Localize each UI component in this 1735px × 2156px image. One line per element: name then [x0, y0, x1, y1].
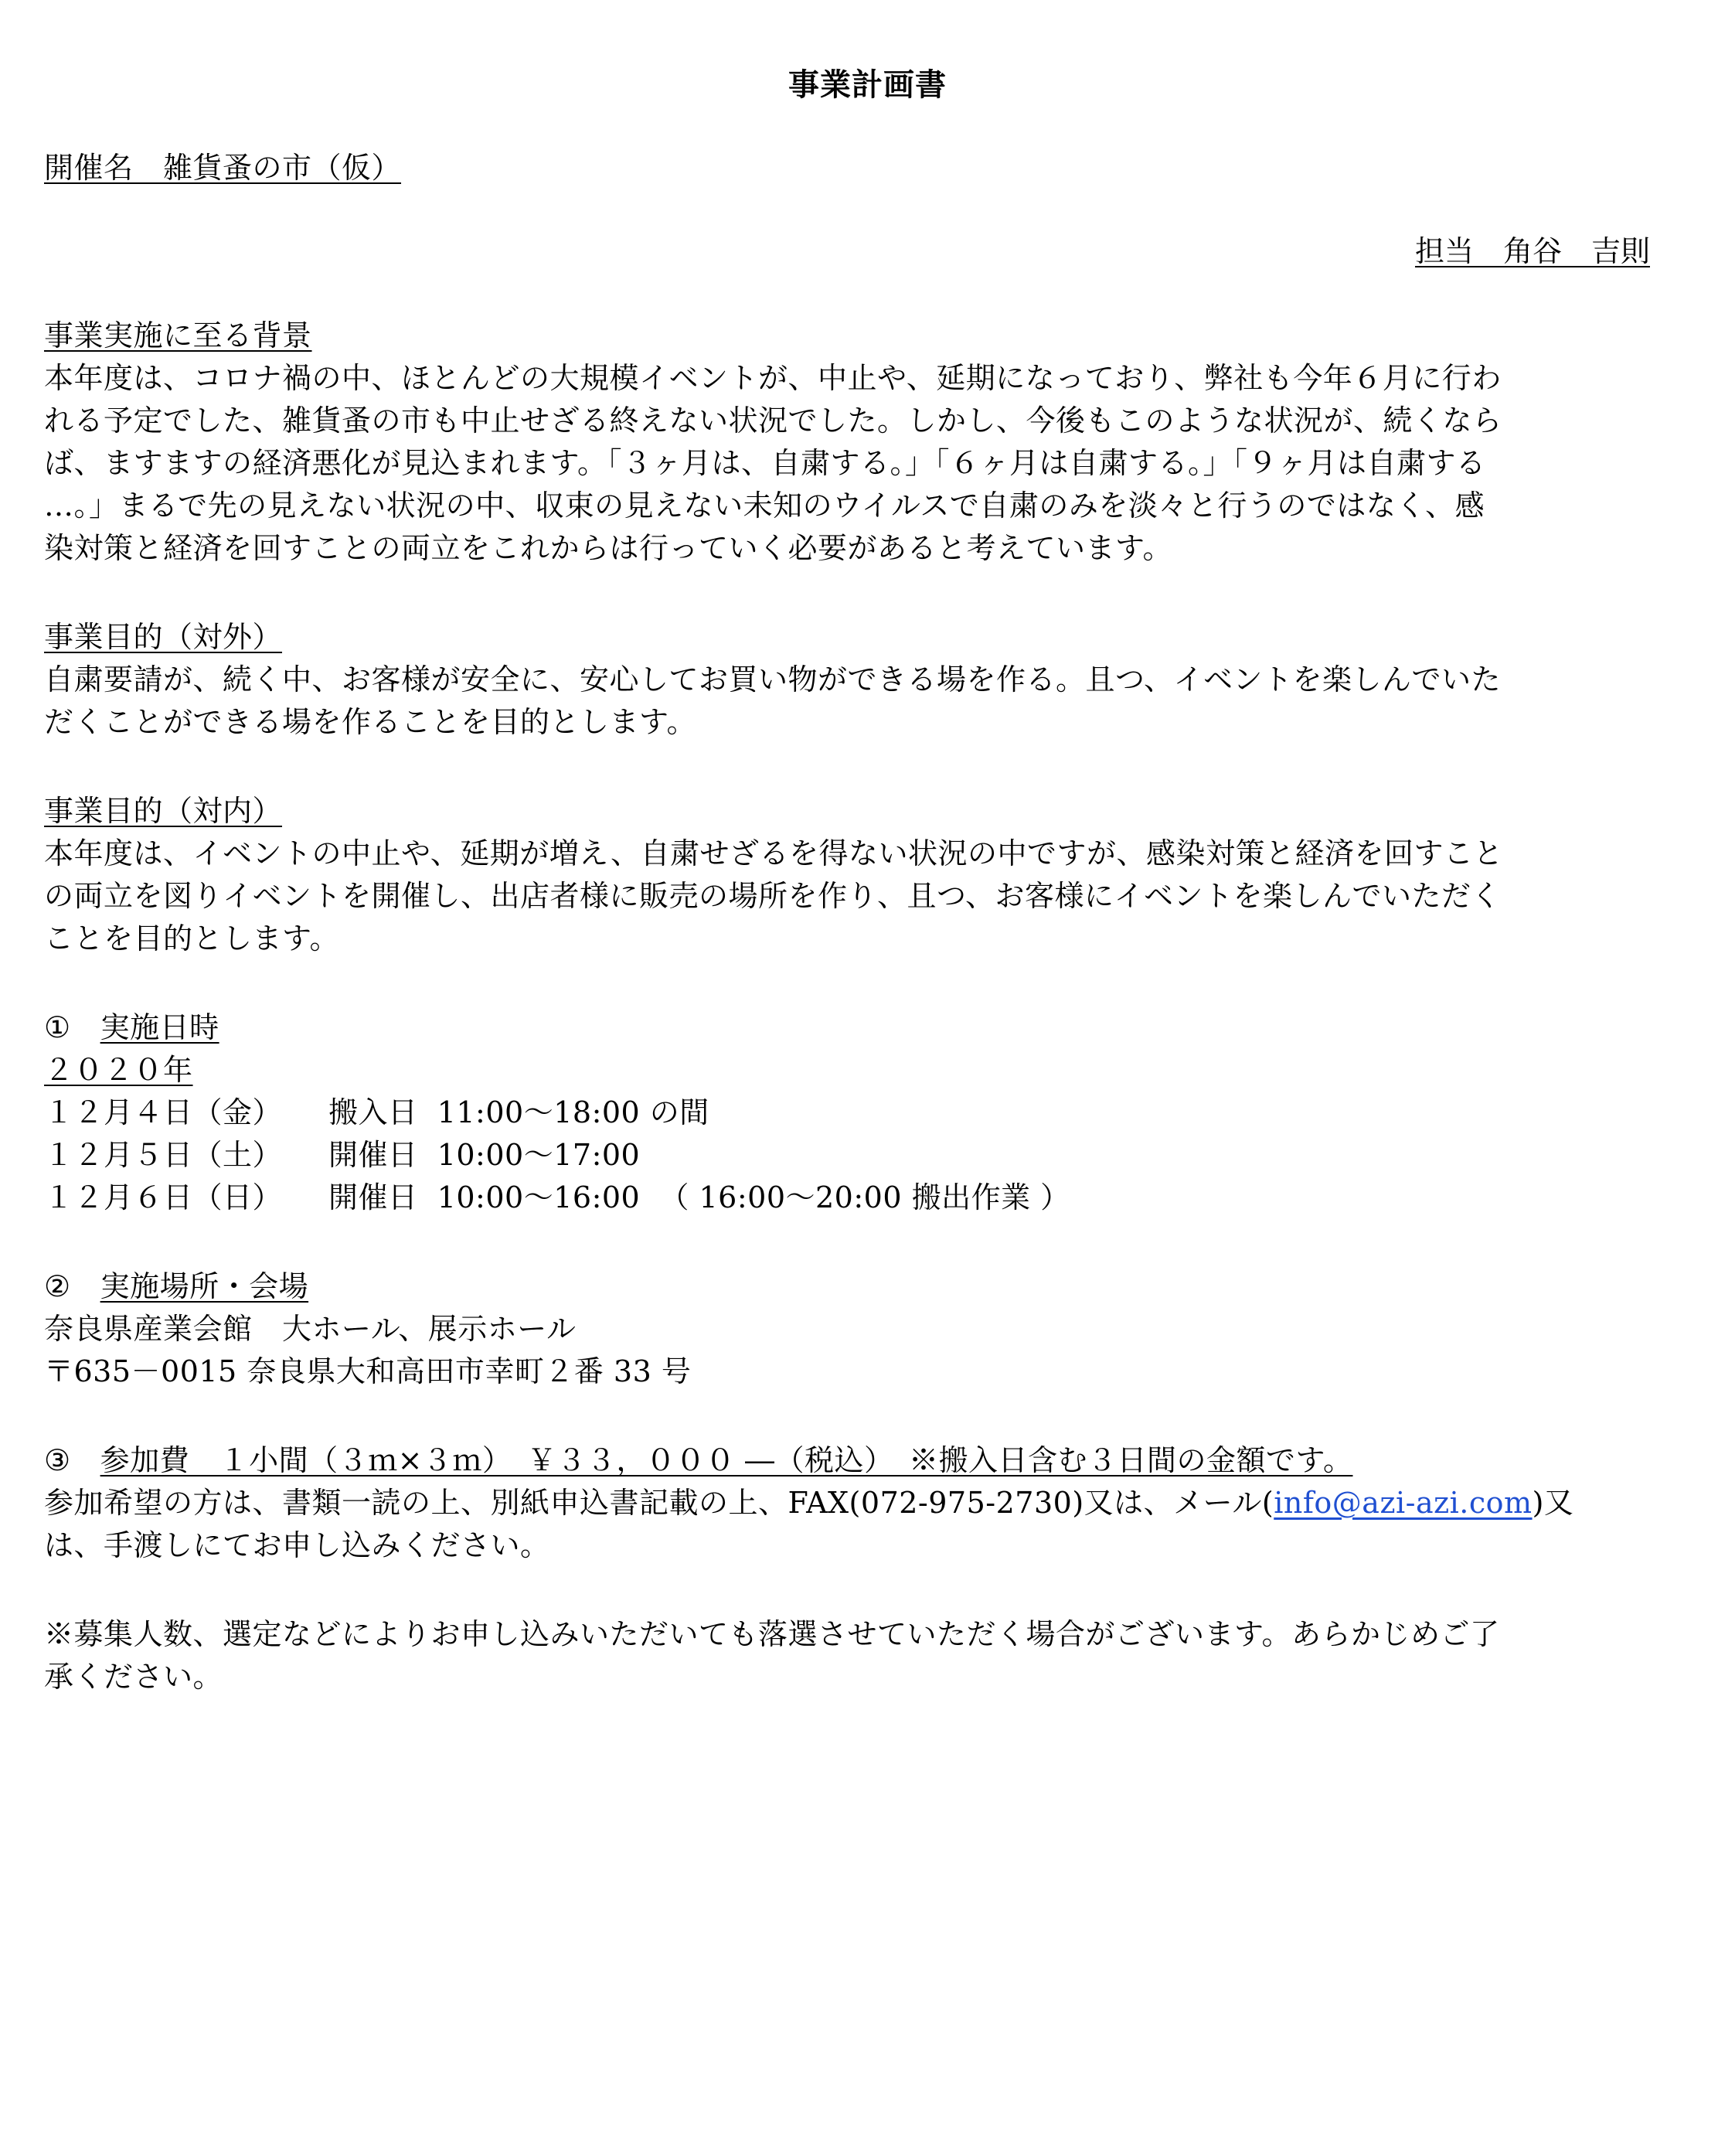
apply-line: は、手渡しにてお申し込みください。 [44, 1528, 550, 1562]
schedule-date: １２月５日（土） [44, 1138, 283, 1172]
purpose-external-line: だくことができる場を作ることを目的とします。 [44, 705, 696, 739]
background-line: れる予定でした、雑貨蚤の市も中止せざる終えない状況でした。しかし、今後もこのような状況が、続くなら [44, 404, 1502, 438]
background-line: …。」まるで先の見えない状況の中、収束の見えない未知のウイルスで自粛のみを淡々と行うのではなく、感 [44, 489, 1485, 523]
notice-line: ※募集人数、選定などによりお申し込みいただいても落選させていただく場合がございます。あらかじめご了 [44, 1617, 1500, 1651]
apply-line [44, 1480, 1573, 1525]
document-title: 事業計画書 [788, 66, 947, 103]
background-line: ば、ますますの経済悪化が見込まれます。「３ヶ月は、自粛する。」「６ヶ月は自粛する。」「９ヶ月は自粛する [44, 446, 1486, 480]
schedule-year: ２０２０年 [44, 1053, 193, 1087]
background-line: 本年度は、コロナ禍の中、ほとんどの大規模イベントが、中止や、延期になっており、弊社も今年６月に行わ [44, 361, 1502, 395]
schedule-time: 10:00～16:00 [437, 1180, 641, 1214]
notice-line: 承ください。 [44, 1660, 223, 1694]
schedule-heading: 実施日時 [100, 1010, 219, 1044]
fee-heading-row [44, 1438, 1352, 1483]
purpose-external-line: 自粛要請が、続く中、お客様が安全に、安心してお買い物ができる場を作る。且つ、イベントを楽しんでいた [44, 662, 1501, 697]
event-name: 開催名 雑貨蚤の市（仮） [44, 151, 402, 185]
venue-number: ② [44, 1269, 71, 1303]
fee-heading: 参加費 １小間（３ｍ×３ｍ） ￥３３，０００ ―（税込） ※搬入日含む３日間の金額です。 [100, 1443, 1353, 1477]
schedule-type: 搬入日 [328, 1095, 418, 1129]
purpose-internal-heading: 事業目的（対内） [44, 794, 283, 828]
schedule-date: １２月４日（金） [44, 1095, 283, 1129]
background-heading: 事業実施に至る背景 [44, 318, 312, 353]
schedule-row [44, 1090, 709, 1135]
person-in-charge: 担当 角谷 吉則 [1414, 234, 1650, 268]
purpose-external-heading: 事業目的（対外） [44, 620, 283, 654]
schedule-type: 開催日 [328, 1138, 418, 1172]
apply-text-end: )又 [1532, 1486, 1574, 1520]
schedule-type: 開催日 [328, 1180, 418, 1214]
schedule-time: 10:00～17:00 [437, 1138, 641, 1172]
schedule-note: （ 16:00～20:00 搬出作業 ） [659, 1180, 1070, 1214]
schedule-time: 11:00～18:00 の間 [437, 1095, 709, 1129]
venue-heading: 実施場所・会場 [100, 1269, 309, 1303]
venue-address: 〒635－0015 奈良県大和高田市幸町２番 33 号 [44, 1354, 692, 1388]
fee-number: ③ [44, 1443, 71, 1477]
schedule-row [44, 1132, 640, 1177]
purpose-internal-line: ことを目的とします。 [44, 921, 339, 955]
purpose-internal-line: 本年度は、イベントの中止や、延期が増え、自粛せざるを得ない状況の中ですが、感染対策と経済を回すこと [44, 836, 1504, 870]
email-link[interactable]: info@azi-azi.com [1274, 1486, 1533, 1520]
purpose-internal-line: の両立を図りイベントを開催し、出店者様に販売の場所を作り、且つ、お客様にイベントを楽しんでいただく [44, 879, 1501, 913]
background-line: 染対策と経済を回すことの両立をこれからは行っていく必要があると考えています。 [44, 531, 1172, 565]
schedule-number: ① [44, 1010, 71, 1044]
schedule-row [44, 1175, 1070, 1220]
venue-heading-row [44, 1264, 308, 1309]
venue-name: 奈良県産業会館 大ホール、展示ホール [44, 1312, 577, 1346]
schedule-date: １２月６日（日） [44, 1180, 283, 1214]
apply-text: 参加希望の方は、書類一読の上、別紙申込書記載の上、FAX(072-975-2730)又は、メール( [44, 1486, 1274, 1520]
schedule-heading-row [44, 1005, 219, 1050]
